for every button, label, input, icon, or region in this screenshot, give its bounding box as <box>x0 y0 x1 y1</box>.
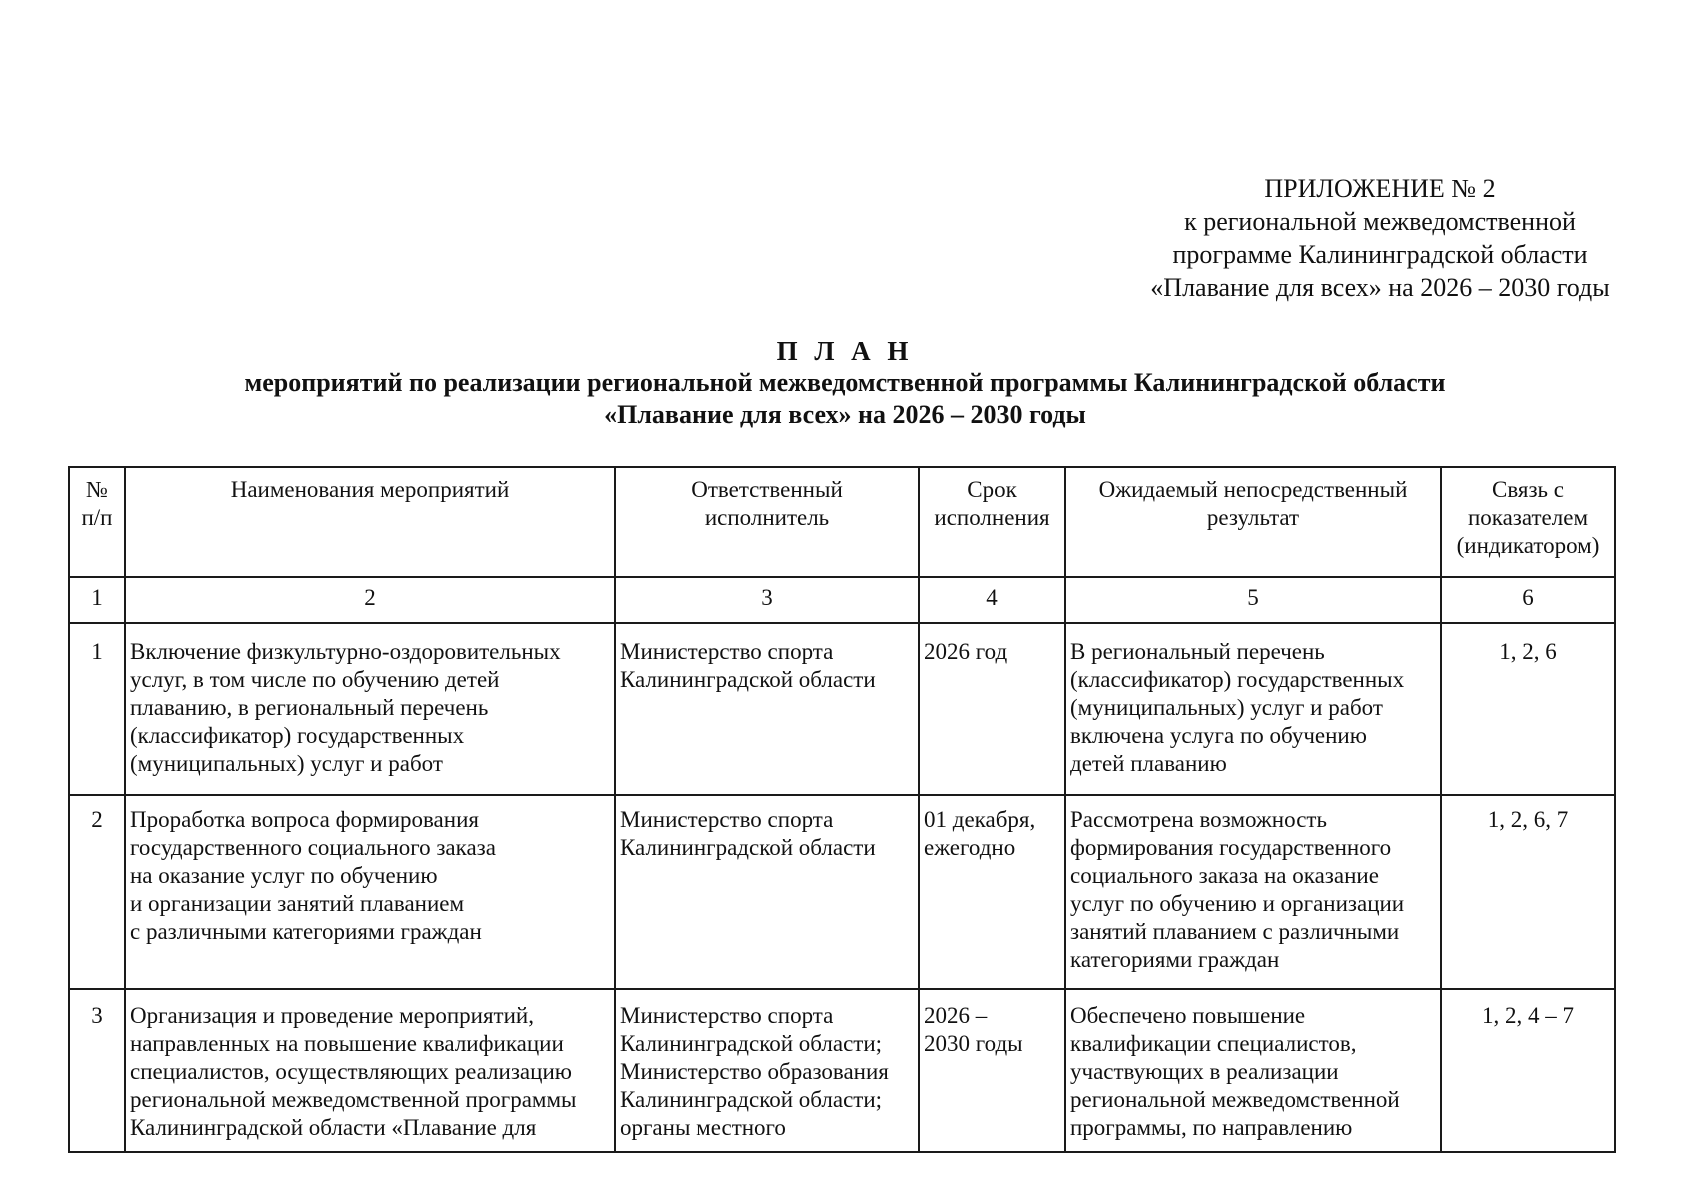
column-number-row <box>69 577 1615 623</box>
header-activity-name: Наименования мероприятий <box>125 467 615 577</box>
appendix-line: к региональной межведомственной <box>1184 207 1576 236</box>
indicator-link: 1, 2, 4 – 7 <box>1441 989 1615 1152</box>
expected-result: Обеспечено повышение квалификации специалистов, участвующих в реализации региональной межведомственной программы, по направлению <box>1065 989 1441 1152</box>
table-header-row <box>69 467 1615 577</box>
row-number: 2 <box>69 795 125 989</box>
header-deadline: Срок исполнения <box>919 467 1065 577</box>
activity-name: Включение физкультурно-оздоровительных услуг, в том числе по обучению детей плаванию, в региональный перечень (классификатор) государственных (муниципальных) услуг и работ <box>125 623 615 795</box>
header-result: Ожидаемый непосредственный результат <box>1065 467 1441 577</box>
appendix-line: программе Калининградской области <box>1172 240 1588 269</box>
table-row <box>69 795 1615 989</box>
column-number: 2 <box>125 577 615 623</box>
column-number: 1 <box>69 577 125 623</box>
column-number: 3 <box>615 577 919 623</box>
executor: Министерство спорта Калининградской области <box>615 795 919 989</box>
table-row <box>69 623 1615 795</box>
table-row <box>69 989 1615 1152</box>
activity-name: Организация и проведение мероприятий, направленных на повышение квалификации специалистов, осуществляющих реализацию региональной межведомственной программы Калининградской области «Плавание для <box>125 989 615 1152</box>
column-number: 5 <box>1065 577 1441 623</box>
column-number: 6 <box>1441 577 1615 623</box>
appendix-block <box>1080 172 1680 304</box>
indicator-link: 1, 2, 6, 7 <box>1441 795 1615 989</box>
appendix-line: «Плавание для всех» на 2026 – 2030 годы <box>1150 273 1610 302</box>
indicator-link: 1, 2, 6 <box>1441 623 1615 795</box>
deadline: 2026 – 2030 годы <box>919 989 1065 1152</box>
column-number: 4 <box>919 577 1065 623</box>
plan-header <box>60 335 1630 431</box>
row-number: 3 <box>69 989 125 1152</box>
activity-name: Проработка вопроса формирования государственного социального заказа на оказание услуг по обучению и организации занятий плаванием с различными категориями граждан <box>125 795 615 989</box>
header-executor: Ответственный исполнитель <box>615 467 919 577</box>
plan-subtitle: «Плавание для всех» на 2026 – 2030 годы <box>604 400 1086 429</box>
deadline: 01 декабря, ежегодно <box>919 795 1065 989</box>
executor: Министерство спорта Калининградской области; Министерство образования Калининградской области; органы местного <box>615 989 919 1152</box>
header-indicator: Связь с показателем (индикатором) <box>1441 467 1615 577</box>
expected-result: Рассмотрена возможность формирования государственного социального заказа на оказание услуг по обучению и организации занятий плаванием с различными категориями граждан <box>1065 795 1441 989</box>
expected-result: В региональный перечень (классификатор) государственных (муниципальных) услуг и работ включена услуга по обучению детей плаванию <box>1065 623 1441 795</box>
appendix-title: ПРИЛОЖЕНИЕ № 2 <box>1264 174 1496 203</box>
plan-table <box>68 466 1616 1153</box>
executor: Министерство спорта Калининградской области <box>615 623 919 795</box>
plan-subtitle: мероприятий по реализации региональной межведомственной программы Калининградской области <box>244 368 1446 397</box>
header-number: № п/п <box>69 467 125 577</box>
row-number: 1 <box>69 623 125 795</box>
deadline: 2026 год <box>919 623 1065 795</box>
plan-title: П Л А Н <box>776 336 914 366</box>
